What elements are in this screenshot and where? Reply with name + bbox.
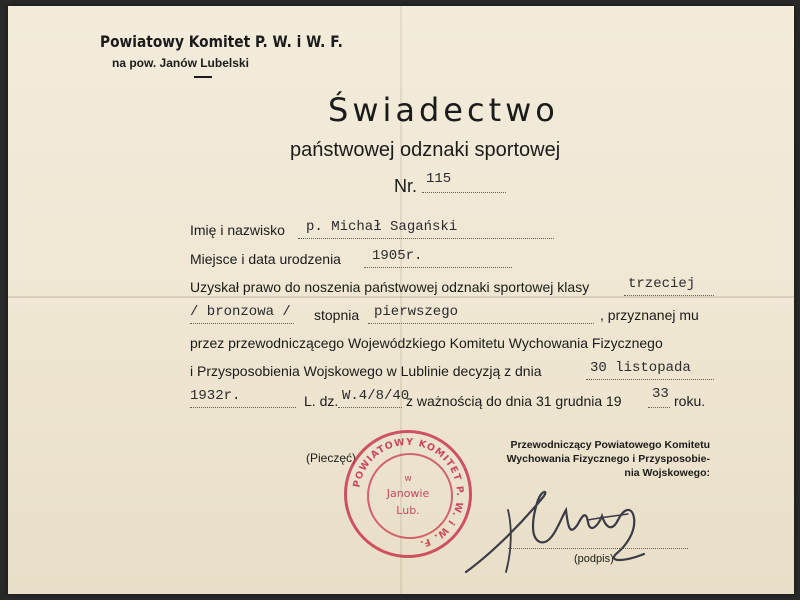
- certificate-number: 115: [426, 171, 452, 187]
- handwritten-signature: [448, 476, 678, 586]
- chair-line-3: nia Wojskowego:: [624, 467, 710, 479]
- decision-year: 1932r.: [190, 388, 241, 404]
- number-label: Nr.: [394, 176, 418, 196]
- ldz-dotted-line: [338, 407, 402, 408]
- decision-date: 30 listopada: [590, 360, 691, 376]
- seal-label: (Pieczęć): [306, 451, 357, 465]
- class-cont-dotted-line: [190, 323, 294, 324]
- birth-label: Miejsce i data urodzenia: [190, 251, 341, 267]
- committee-header: Powiatowy Komitet P. W. i W. F.: [100, 32, 343, 51]
- decision-dotted-line: [586, 379, 714, 380]
- ldz-value: W.4/8/40: [342, 388, 410, 404]
- ldz-label: L. dz.: [304, 393, 339, 409]
- class-continuation: / bronzowa /: [190, 304, 291, 320]
- stamp-center-mid: Janowie: [386, 487, 430, 500]
- stamp-ring-text: POWIATOWY KOMITET P. W. i W. F.: [351, 436, 466, 550]
- number-dotted-line: [422, 192, 506, 193]
- year-dotted-line: [190, 407, 296, 408]
- valid-year: 33: [652, 386, 669, 402]
- degree-label: stopnia: [314, 307, 360, 323]
- class-dotted-line: [624, 295, 714, 296]
- header-dash: [194, 76, 212, 78]
- decision-line: i Przysposobienia Wojskowego w Lublinie decyzją z dnia: [190, 363, 542, 379]
- signature-label: (podpis): [574, 553, 614, 565]
- committee-line: przez przewodniczącego Wojewódzkiego Komitetu Wychowania Fizycznego: [190, 335, 663, 351]
- birth-value: 1905r.: [372, 248, 423, 264]
- signature-dotted-line: [508, 548, 688, 549]
- granted-text: , przyznanej mu: [600, 307, 699, 323]
- stamp-center-bottom: Lub.: [396, 504, 420, 517]
- name-label: Imię i nazwisko: [190, 222, 285, 238]
- county-subheader: na pow. Janów Lubelski: [112, 56, 249, 70]
- degree-dotted-line: [368, 323, 594, 324]
- chair-block: [474, 438, 710, 480]
- validity-end: roku.: [674, 393, 706, 409]
- name-value: p. Michał Sagański: [306, 219, 458, 235]
- validity-text: z ważnością do dnia 31 grudnia 19: [406, 393, 622, 409]
- document-title: Świadectwo: [328, 91, 559, 129]
- degree-value: pierwszego: [374, 304, 459, 320]
- document-subtitle: państwowej odznaki sportowej: [290, 139, 561, 161]
- class-value: trzeciej: [628, 276, 696, 292]
- right-text: Uzyskał prawo do noszenia państwowej odznaki sportowej klasy: [190, 279, 590, 295]
- birth-dotted-line: [364, 267, 512, 268]
- name-dotted-line: [298, 238, 554, 239]
- certificate-document: [8, 6, 794, 594]
- chair-line-1: Przewodniczący Powiatowego Komitetu: [510, 439, 710, 451]
- chair-line-2: Wychowania Fizycznego i Przysposobie-: [506, 453, 710, 465]
- stamp-center-top: w: [404, 474, 412, 484]
- valid-year-dotted-line: [648, 407, 670, 408]
